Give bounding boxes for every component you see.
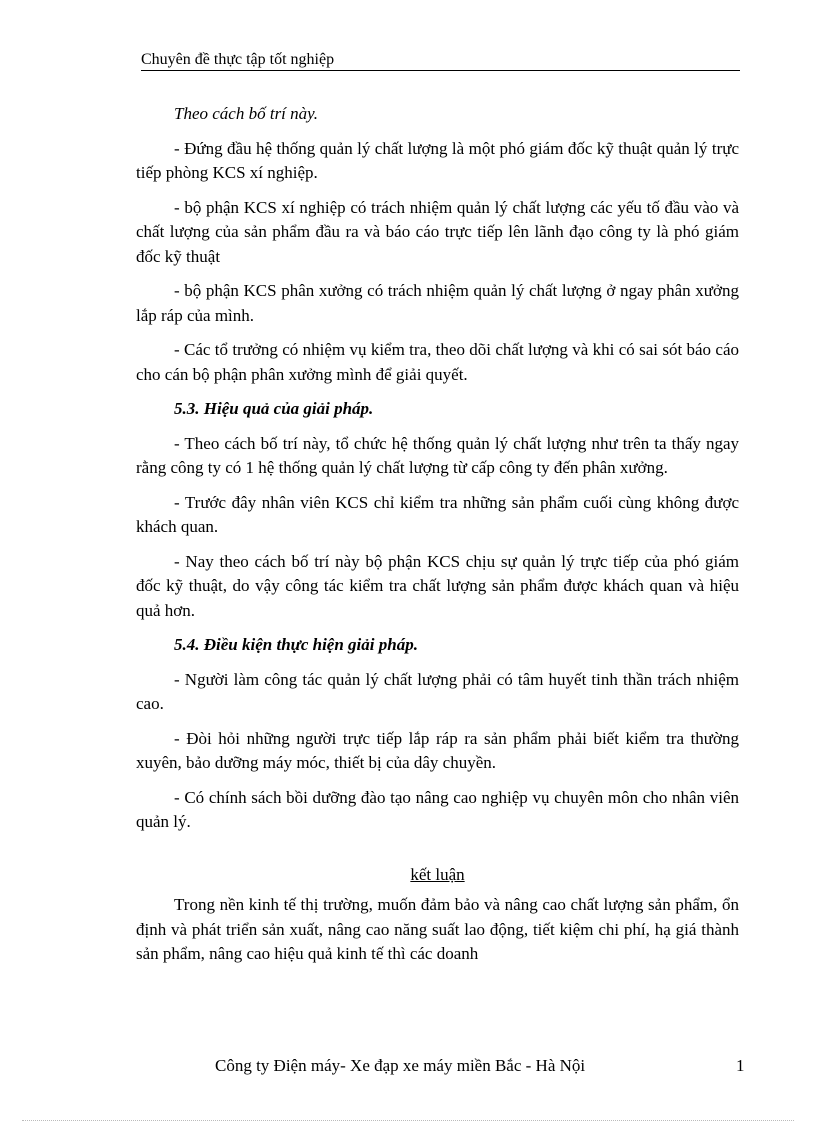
document-body (136, 102, 739, 977)
paragraph: - Trước đây nhân viên KCS chỉ kiểm tra những sản phẩm cuối cùng không được khách quan. (136, 492, 739, 536)
section-heading-5-4: 5.4. Điều kiện thực hiện giải pháp. (174, 635, 418, 654)
paragraph: - bộ phận KCS xí nghiệp có trách nhiệm quản lý chất lượng các yếu tố đầu vào và chất lượng của sản phẩm đầu ra và báo cáo trực tiếp lên lãnh đạo công ty là phó giám đốc kỹ thuật (136, 197, 739, 266)
paragraph: - Theo cách bố trí này, tổ chức hệ thống quản lý chất lượng như trên ta thấy ngay rằng công ty có 1 hệ thống quản lý chất lượng từ cấp công ty đến phân xưởng. (136, 433, 739, 477)
conclusion-title-text: kết luận (410, 864, 465, 884)
page-number: 1 (736, 1056, 745, 1075)
conclusion-title (136, 863, 739, 888)
section-heading-5-3: 5.3. Hiệu quả của giải pháp. (174, 399, 374, 418)
paragraph: - Đứng đầu hệ thống quản lý chất lượng là một phó giám đốc kỹ thuật quản lý trực tiếp phòng KCS xí nghiệp. (136, 138, 739, 182)
paragraph: - Nay theo cách bố trí này bộ phận KCS chịu sự quản lý trực tiếp của phó giám đốc kỹ thuật, do vậy công tác kiểm tra chất lượng sản phẩm được khách quan và hiệu quả hơn. (136, 551, 739, 620)
paragraph: - Có chính sách bồi dưỡng đào tạo nâng cao nghiệp vụ chuyên môn cho nhân viên quản lý. (136, 787, 739, 831)
intro-line: Theo cách bố trí này. (174, 104, 319, 123)
page-bottom-edge (22, 1120, 794, 1121)
paragraph: - Đòi hỏi những người trực tiếp lắp ráp ra sản phẩm phải biết kiểm tra thường xuyên, bảo dưỡng máy móc, thiết bị của dây chuyền. (136, 728, 739, 772)
page-footer: Công ty Điện máy- Xe đạp xe máy miền Bắc - Hà Nội (215, 1056, 586, 1075)
page-header: Chuyên đề thực tập tốt nghiệp (141, 50, 740, 71)
paragraph: - bộ phận KCS phân xưởng có trách nhiệm quản lý chất lượng ở ngay phân xưởng lắp ráp của mình. (136, 281, 739, 325)
paragraph: Trong nền kinh tế thị trường, muốn đảm bảo và nâng cao chất lượng sản phẩm, ổn định và phát triển sản xuất, nâng cao năng suất lao động, tiết kiệm chi phí, hạ giá thành sản phẩm, nâng cao hiệu quả kinh tế thì các doanh (136, 895, 739, 963)
paragraph: - Người làm công tác quản lý chất lượng phải có tâm huyết tinh thần trách nhiệm cao. (136, 669, 739, 713)
paragraph: - Các tổ trưởng có nhiệm vụ kiểm tra, theo dõi chất lượng và khi có sai sót báo cáo cho cán bộ phận phân xưởng mình để giải quyết. (136, 340, 739, 384)
